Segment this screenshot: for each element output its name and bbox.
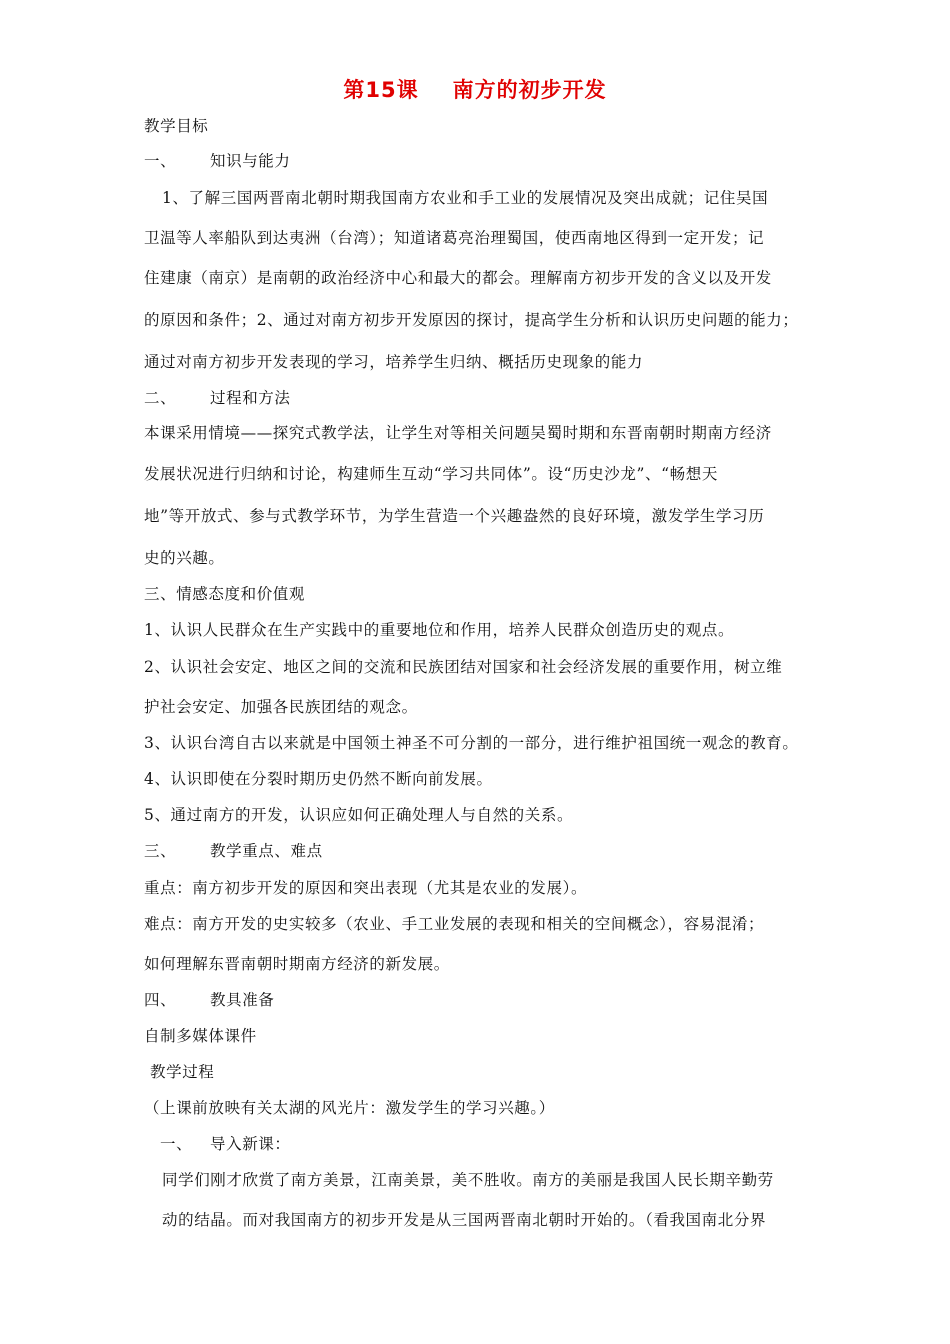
paragraph-line: 通过对南方初步开发表现的学习，培养学生归纳、概括历史现象的能力 — [144, 353, 644, 371]
section-heading: 三、情感态度和价值观 — [144, 585, 306, 603]
section-number: 一、 — [160, 1135, 193, 1153]
heading-objectives: 教学目标 — [144, 117, 209, 135]
section-heading — [160, 1132, 291, 1154]
section-heading — [144, 386, 291, 408]
lesson-number: 第15课 — [343, 78, 419, 102]
list-item: 3、认识台湾自古以来就是中国领土神圣不可分割的一部分，进行维护祖国统一观念的教育。 — [144, 734, 799, 752]
paragraph-line: 住建康（南京）是南朝的政治经济中心和最大的都会。理解南方初步开发的含义以及开发 — [144, 269, 772, 287]
list-item: 4、认识即使在分裂时期历史仍然不断向前发展。 — [144, 770, 493, 788]
paragraph-line: 发展状况进行归纳和讨论，构建师生互动“学习共同体”。设“历史沙龙”、“畅想天 — [144, 465, 718, 483]
section-number: 四、 — [144, 991, 177, 1009]
paragraph-line: 本课采用情境——探究式教学法，让学生对等相关问题吴蜀时期和东晋南朝时期南方经济 — [144, 424, 772, 442]
section-heading — [144, 839, 323, 861]
section-title: 导入新课： — [210, 1135, 291, 1153]
section-heading — [144, 988, 274, 1010]
paragraph-line: 的原因和条件；2、通过对南方初步开发原因的探讨，提高学生分析和认识历史问题的能力； — [144, 311, 799, 329]
list-item: 5、通过南方的开发，认识应如何正确处理人与自然的关系。 — [144, 806, 574, 824]
paragraph-line: 如何理解东晋南朝时期南方经济的新发展。 — [144, 955, 450, 973]
paragraph-line: 地”等开放式、参与式教学环节，为学生营造一个兴趣盎然的良好环境，激发学生学习历 — [144, 507, 765, 525]
list-item: 2、认识社会安定、地区之间的交流和民族团结对国家和社会经济发展的重要作用，树立维 — [144, 658, 783, 676]
section-title: 教具准备 — [210, 991, 275, 1009]
list-item-continuation: 护社会安定、加强各民族团结的观念。 — [144, 698, 418, 716]
heading-process: 教学过程 — [150, 1063, 215, 1081]
section-number: 二、 — [144, 389, 177, 407]
paragraph-line: 卫温等人率船队到达夷洲（台湾）；知道诸葛亮治理蜀国，使西南地区得到一定开发；记 — [144, 229, 765, 247]
page-title — [0, 74, 950, 104]
paragraph-line: 史的兴趣。 — [144, 549, 225, 567]
lesson-topic: 南方的初步开发 — [452, 78, 607, 102]
list-item: 1、认识人民群众在生产实践中的重要地位和作用，培养人民群众创造历史的观点。 — [144, 621, 735, 639]
section-heading — [144, 149, 291, 171]
section-title: 过程和方法 — [210, 389, 291, 407]
paragraph-line: 自制多媒体课件 — [144, 1027, 257, 1045]
paragraph-line: 重点：南方初步开发的原因和突出表现（尤其是农业的发展）。 — [144, 879, 588, 897]
section-title: 教学重点、难点 — [210, 842, 323, 860]
paragraph-line: 同学们刚才欣赏了南方美景，江南美景，美不胜收。南方的美丽是我国人民长期辛勤劳 — [162, 1171, 774, 1189]
paragraph-line: 动的结晶。而对我国南方的初步开发是从三国两晋南北朝时开始的。（看我国南北分界 — [162, 1211, 767, 1229]
section-number: 三、 — [144, 842, 177, 860]
paragraph-line: 难点：南方开发的史实较多（农业、手工业发展的表现和相关的空间概念），容易混淆； — [144, 915, 765, 933]
section-number: 一、 — [144, 152, 177, 170]
paragraph-line: 1、了解三国两晋南北朝时期我国南方农业和手工业的发展情况及突出成就；记住吴国 — [162, 189, 769, 207]
paragraph-line: （上课前放映有关太湖的风光片：激发学生的学习兴趣。） — [144, 1099, 555, 1117]
section-title: 知识与能力 — [210, 152, 291, 170]
